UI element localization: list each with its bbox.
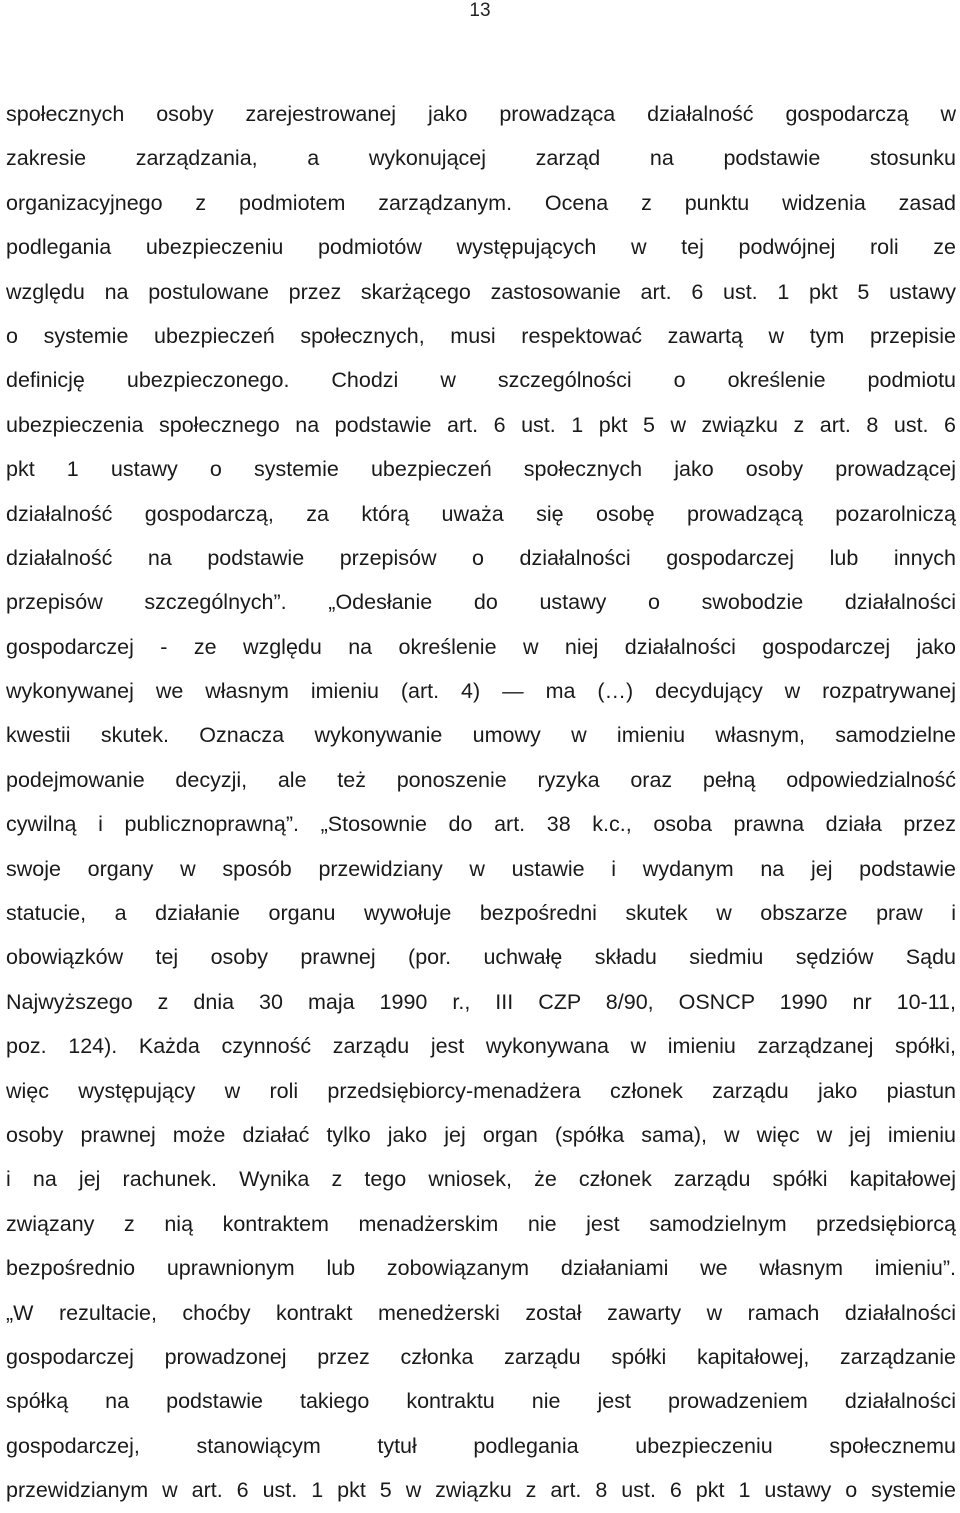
text-line: o systemie ubezpieczeń społecznych, musi respektować zawartą w tym przepisie [6,323,956,348]
text-line: definicję ubezpieczonego. Chodzi w szczególności o określenie podmiotu [6,368,956,393]
text-line: „W rezultacie, choćby kontrakt menedżerski został zawarty w ramach działalności [6,1300,956,1325]
text-line: ubezpieczenia społecznego na podstawie art. 6 ust. 1 pkt 5 w związku z art. 8 ust. 6 [6,412,956,437]
text-line: więc występujący w roli przedsiębiorcy-menadżera członek zarządu jako piastun [6,1078,956,1103]
text-line: kwestii skutek. Oznacza wykonywanie umowy w imieniu własnym, samodzielne [6,723,956,748]
text-line: wykonywanej we własnym imieniu (art. 4) — ma (…) decydujący w rozpatrywanej [6,679,956,704]
text-line: gospodarczej, stanowiącym tytuł podlegania ubezpieczeniu społecznemu [6,1433,956,1458]
text-line: Najwyższego z dnia 30 maja 1990 r., III CZP 8/90, OSNCP 1990 nr 10-11, [6,989,956,1014]
text-line: statucie, a działanie organu wywołuje bezpośredni skutek w obszarze praw i [6,901,956,926]
text-line: gospodarczej prowadzonej przez członka zarządu spółki kapitałowej, zarządzanie [6,1344,956,1369]
text-line: organizacyjnego z podmiotem zarządzanym. Ocena z punktu widzenia zasad [6,190,956,215]
text-line: gospodarczej - ze względu na określenie w niej działalności gospodarczej jako [6,634,956,659]
text-line: działalność na podstawie przepisów o działalności gospodarczej lub innych [6,545,956,570]
text-line: pkt 1 ustawy o systemie ubezpieczeń społecznych jako osoby prowadzącej [6,457,956,482]
text-line: społecznych osoby zarejestrowanej jako prowadząca działalność gospodarczą w [6,102,956,126]
text-line: swoje organy w sposób przewidziany w ustawie i wydanym na jej podstawie [6,856,956,881]
text-line: poz. 124). Każda czynność zarządu jest wykonywana w imieniu zarządzanej spółki, [6,1034,956,1059]
text-line: podejmowanie decyzji, ale też ponoszenie ryzyka oraz pełną odpowiedzialność [6,767,956,792]
text-line: osoby prawnej może działać tylko jako jej organ (spółka sama), w więc w jej imieniu [6,1122,956,1147]
text-line: obowiązków tej osoby prawnej (por. uchwałę składu siedmiu sędziów Sądu [6,945,956,970]
text-line: cywilną i publicznoprawną”. „Stosownie do art. 38 k.c., osoba prawna działa przez [6,812,956,837]
text-line: i na jej rachunek. Wynika z tego wniosek, że członek zarządu spółki kapitałowej [6,1167,956,1192]
text-line: spółką na podstawie takiego kontraktu nie jest prowadzeniem działalności [6,1389,956,1414]
text-line: przewidzianym w art. 6 ust. 1 pkt 5 w związku z art. 8 ust. 6 pkt 1 ustawy o systemie [6,1478,956,1503]
body-text [6,92,956,1513]
text-line: związany z nią kontraktem menadżerskim nie jest samodzielnym przedsiębiorcą [6,1211,956,1236]
text-line: działalność gospodarczą, za którą uważa się osobę prowadzącą pozarolniczą [6,501,956,526]
text-line: zakresie zarządzania, a wykonującej zarząd na podstawie stosunku [6,146,956,171]
text-line: podlegania ubezpieczeniu podmiotów występujących w tej podwójnej roli ze [6,235,956,260]
text-line: przepisów szczególnych”. „Odesłanie do ustawy o swobodzie działalności [6,590,956,615]
page-number: 13 [469,0,491,21]
text-line: względu na postulowane przez skarżącego zastosowanie art. 6 ust. 1 pkt 5 ustawy [6,279,956,304]
text-line: bezpośrednio uprawnionym lub zobowiązanym działaniami we własnym imieniu”. [6,1256,956,1281]
